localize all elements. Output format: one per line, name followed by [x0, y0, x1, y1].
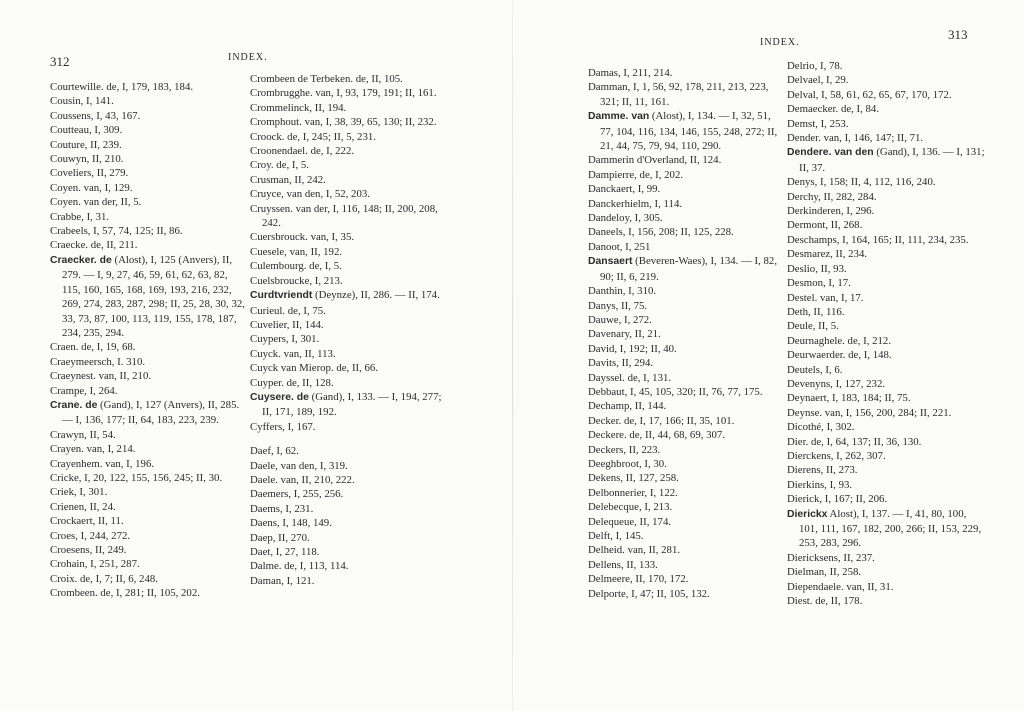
index-entry-text: Danthin, I, 310. — [588, 285, 657, 298]
index-entry — [787, 391, 985, 405]
index-entry — [787, 102, 985, 116]
index-entry-text: Crienen, II, 24. — [50, 500, 116, 513]
index-entry — [50, 369, 248, 383]
index-entry — [787, 420, 985, 434]
index-entry-text: Dekens, II, 127, 258. — [588, 472, 679, 485]
index-entry-text: Croonendael. de, I, 222. — [250, 145, 355, 158]
index-entry-text: Deckers, II, 223. — [588, 443, 661, 456]
index-entry — [250, 202, 448, 231]
index-entry-text: Cuersbrouck. van, I, 35. — [250, 231, 355, 244]
index-entry-text: Coveliers, II, 279. — [50, 167, 129, 180]
index-entry-text: Delheid. van, II, 281. — [588, 544, 681, 557]
index-entry-text: Desmon, I, 17. — [787, 277, 851, 290]
index-entry — [250, 101, 448, 115]
index-entry-text: Cuelsbroucke, I, 213. — [250, 274, 343, 287]
index-entry-bold-name: Damme. van — [588, 111, 650, 123]
index-entry — [588, 153, 786, 167]
index-entry — [250, 574, 448, 588]
index-entry-text: Deurwaerder. de, I, 148. — [787, 349, 892, 362]
index-entry-text: Dayssel. de, I, 131. — [588, 371, 672, 384]
index-entry-text: Cuypers, I, 301. — [250, 333, 320, 346]
index-entry — [787, 580, 985, 594]
index-entry — [250, 459, 448, 473]
index-entry — [588, 443, 786, 457]
index-entry-text: Denys, I, 158; II, 4, 112, 116, 240. — [787, 176, 936, 189]
index-entry — [588, 80, 786, 109]
index-entry — [588, 385, 786, 399]
index-entry-text: Delval, I, 58, 61, 62, 65, 67, 170, 172. — [787, 88, 952, 101]
index-entry — [588, 543, 786, 557]
index-entry-text: Daet, I, 27, 118. — [250, 546, 320, 558]
index-entry — [250, 420, 448, 434]
index-entry-text: Cuvelier, II, 144. — [250, 318, 324, 331]
index-entry-text: Curieul. de, I, 75. — [250, 304, 326, 317]
index-entry — [787, 247, 985, 261]
index-entry — [50, 557, 248, 571]
index-entry — [50, 543, 248, 557]
index-entry-text: Dender. van, I, 146, 147; II, 71. — [787, 132, 924, 145]
index-entry — [250, 230, 448, 244]
index-entry — [787, 406, 985, 420]
index-entry-text: Croy. de, I, 5. — [250, 159, 309, 172]
index-entry — [250, 502, 448, 516]
index-entry-text: Daef, I, 62. — [250, 445, 299, 458]
index-entry — [588, 399, 786, 413]
index-entry-text: Danckaert, I, 99. — [588, 183, 661, 196]
index-entry-text: Deurnaghele. de, I, 212. — [787, 334, 892, 347]
index-entry — [588, 327, 786, 341]
index-entry — [250, 347, 448, 361]
index-entry-text: Diericksens, II, 237. — [787, 551, 875, 564]
index-entry — [250, 86, 448, 100]
index-entry-text: Deth, II, 116. — [787, 305, 845, 318]
index-entry — [250, 173, 448, 187]
index-entry — [588, 197, 786, 211]
index-entry-text: Crockaert, II, 11. — [50, 515, 124, 528]
index-entry-text: Daep, II, 270. — [250, 531, 310, 544]
index-entry-text: Cyffers, I, 167. — [250, 420, 316, 433]
index-entry — [588, 371, 786, 385]
index-entry-text: Cruyce, van den, I, 52, 203. — [250, 188, 370, 201]
index-entry-text: Deschamps, I, 164, 165; II, 111, 234, 235. — [787, 233, 969, 246]
index-entry-text: Daemers, I, 255, 256. — [250, 488, 344, 501]
index-entry — [588, 342, 786, 356]
index-entry — [250, 332, 448, 346]
index-entry-text: Damman, I, 1, 56, 92, 178, 211, 213, 223, 321; II, 11, 161. — [588, 81, 769, 108]
index-entry — [250, 516, 448, 530]
index-entry-text: Dauwe, I, 272. — [588, 313, 652, 326]
index-entry — [250, 245, 448, 259]
index-entry — [50, 340, 248, 354]
index-entry-text: Craeymeersch, I. 310. — [50, 355, 146, 368]
index-entry-bold-name: Craecker. de — [50, 254, 112, 266]
index-entry-text: Dandeloy, I, 305. — [588, 212, 663, 225]
index-entry-text: Destel. van, I, 17. — [787, 291, 864, 304]
index-entry-text: Craecke. de, II, 211. — [50, 239, 138, 252]
index-entry-text: Diependaele. van, II, 31. — [787, 580, 894, 593]
index-entry-text: Cuyper. de, II, 128. — [250, 376, 334, 389]
left-index-column-2 — [250, 72, 448, 588]
index-entry-text: Crombeen de Terbeken. de, II, 105. — [250, 73, 403, 85]
index-entry-text: Couwyn, II, 210. — [50, 153, 124, 166]
index-entry-text: Derkinderen, I, 296. — [787, 205, 875, 218]
index-entry-text: Coutteau, I, 309. — [50, 124, 123, 137]
index-entry-text: Criek, I, 301. — [50, 486, 108, 499]
index-entry — [250, 545, 448, 559]
index-entry-text: (Gand), I, 127 (Anvers), II, 285. — I, 136, 177; II, 64, 183, 223, 239. — [62, 398, 240, 427]
index-entry-text: Davits, II, 294. — [588, 357, 654, 370]
index-entry — [787, 218, 985, 232]
index-entry — [588, 515, 786, 529]
index-entry-text: Daems, I, 231. — [250, 502, 314, 515]
index-entry-text: Deeghbroot, I, 30. — [588, 457, 667, 470]
index-entry — [50, 485, 248, 499]
index-entry-bold-name: Cuysere. de — [250, 391, 309, 403]
index-entry — [787, 233, 985, 247]
index-entry-text: Dier. de, I, 64, 137; II, 36, 130. — [787, 435, 922, 448]
index-entry — [588, 414, 786, 428]
index-entry-text: Craeynest. van, II, 210. — [50, 370, 152, 383]
index-entry-text: Dielman, II, 258. — [787, 566, 862, 579]
right-index-column-1 — [588, 66, 786, 601]
index-entry — [50, 238, 248, 252]
index-entry-text: Delebecque, I, 213. — [588, 501, 673, 514]
index-entry-text: Delporte, I, 47; II, 105, 132. — [588, 587, 710, 600]
index-entry-text: Crabeels, I, 57, 74, 125; II, 86. — [50, 225, 183, 238]
index-entry — [588, 486, 786, 500]
index-entry-text: Decker. de, I, 17, 166; II, 35, 101. — [588, 414, 735, 427]
index-entry-text: (Gand), I, 133. — I, 194, 277; II, 171, 189, 192. — [262, 390, 442, 419]
right-index-column-2 — [787, 59, 985, 608]
index-entry — [588, 299, 786, 313]
index-entry — [787, 594, 985, 608]
index-entry — [50, 123, 248, 137]
index-entry-text: Cricke, I, 20, 122, 155, 156, 245; II, 30. — [50, 471, 223, 484]
index-entry — [50, 398, 248, 428]
index-entry — [787, 262, 985, 276]
index-entry-text: Crampe, I, 264. — [50, 384, 118, 397]
index-entry — [787, 463, 985, 477]
index-entry-text: Croix. de, I, 7; II, 6, 248. — [50, 572, 158, 585]
left-index-column-1 — [50, 80, 248, 601]
index-entry — [787, 449, 985, 463]
index-entry — [588, 572, 786, 586]
index-entry-text: Diest. de, II, 178. — [787, 595, 863, 608]
index-entry — [50, 138, 248, 152]
index-entry — [50, 586, 248, 600]
index-entry — [250, 376, 448, 390]
right-running-head: INDEX. — [760, 37, 800, 48]
index-entry-text: Alost), I, 137. — I, 41, 80, 100, 101, 111, 167, 182, 200, 266; II, 153, 229, 253, 283, 296. — [799, 507, 982, 550]
index-entry-text: (Alost), I, 125 (Anvers), II, 279. — I, 9, 27, 46, 59, 61, 62, 63, 82, 115, 160, 165, 168, 169, 193, 216, 232, 269, 274, 283, 287, 298; II, 25, 28, 30, 32, 33, 73, 87, 100, 113, 119, 155, 178, 187, 234, 235, 294. — [62, 253, 245, 339]
index-entry — [250, 144, 448, 158]
index-entry — [50, 442, 248, 456]
index-entry-text: Delft, I, 145. — [588, 530, 644, 542]
index-entry-text: Danys, II, 75. — [588, 299, 648, 312]
index-entry — [50, 355, 248, 369]
index-entry — [50, 94, 248, 108]
index-entry-text: Crombeen. de, I, 281; II, 105, 202. — [50, 587, 200, 600]
index-entry-text: Dalme. de, I, 113, 114. — [250, 560, 349, 573]
index-entry-text: Damas, I, 211, 214. — [588, 67, 673, 79]
index-entry-text: Courtewille. de, I, 179, 183, 184. — [50, 81, 194, 93]
index-entry — [787, 507, 985, 551]
index-entry — [588, 471, 786, 485]
index-entry — [250, 473, 448, 487]
index-entry — [50, 166, 248, 180]
index-entry — [50, 152, 248, 166]
index-entry — [787, 73, 985, 87]
index-entry-text: Daele, van den, I, 319. — [250, 459, 348, 472]
index-entry — [588, 109, 786, 153]
index-entry — [588, 558, 786, 572]
index-entry — [588, 182, 786, 196]
index-entry — [50, 195, 248, 209]
index-entry — [50, 457, 248, 471]
index-entry — [250, 187, 448, 201]
index-entry-text: Cousin, I, 141. — [50, 95, 114, 108]
right-page-number: 313 — [948, 27, 968, 42]
index-entry-text: Deslio, II, 93. — [787, 262, 847, 275]
index-entry-text: Coussens, I, 43, 167. — [50, 109, 141, 122]
left-running-head: INDEX. — [228, 52, 268, 63]
index-entry-text: Deule, II, 5. — [787, 320, 839, 333]
index-entry-text: Dermont, II, 268. — [787, 219, 863, 232]
index-entry — [588, 587, 786, 601]
index-entry-text: Deckere. de, II, 44, 68, 69, 307. — [588, 429, 726, 442]
index-entry — [250, 531, 448, 545]
index-entry-text: Crommelinck, II, 194. — [250, 101, 347, 114]
index-entry-text: David, I, 192; II, 40. — [588, 342, 677, 355]
index-entry-text: Delvael, I, 29. — [787, 74, 849, 87]
index-entry-bold-name: Dendere. van den — [787, 147, 874, 159]
index-entry-text: Crombrugghe. van, I, 93, 179, 191; II, 161. — [250, 87, 437, 100]
index-entry-text: Dicothé, I, 302. — [787, 421, 855, 434]
index-entry — [50, 181, 248, 195]
index-entry — [787, 131, 985, 145]
index-entry-text: Dierick, I, 167; II, 206. — [787, 493, 888, 506]
index-entry-text: Deutels, I, 6. — [787, 363, 843, 376]
index-entry — [250, 487, 448, 501]
index-entry-text: Craen. de, I, 19, 68. — [50, 341, 136, 354]
index-entry-text: Cuyck. van, II, 113. — [250, 347, 336, 360]
index-entry — [588, 284, 786, 298]
index-entry-text: Crohain, I, 251, 287. — [50, 558, 140, 571]
index-entry — [787, 478, 985, 492]
index-entry — [50, 210, 248, 224]
index-entry — [588, 254, 786, 284]
index-entry — [787, 435, 985, 449]
index-entry — [787, 190, 985, 204]
index-entry-text: Dampierre, de, I, 202. — [588, 168, 684, 181]
index-entry — [50, 224, 248, 238]
index-entry — [250, 130, 448, 144]
index-entry — [787, 363, 985, 377]
index-entry — [250, 158, 448, 172]
index-entry-bold-name: Dansaert — [588, 256, 633, 268]
index-entry-text: Croes, I, 244, 272. — [50, 529, 131, 542]
index-entry-text: Danckerhielm, I, 114. — [588, 197, 683, 210]
index-entry-text: Daneels, I, 156, 208; II, 125, 228. — [588, 226, 734, 239]
index-entry-text: Croesens, II, 249. — [50, 544, 127, 556]
index-entry-text: Crawyn, II, 54. — [50, 428, 116, 441]
index-entry-text: Devenyns, I, 127, 232. — [787, 377, 886, 390]
index-entry — [787, 117, 985, 131]
index-entry-text: Dellens, II, 133. — [588, 558, 658, 571]
index-entry — [50, 428, 248, 442]
index-entry — [588, 500, 786, 514]
index-entry-text: (Deynze), II, 286. — II, 174. — [312, 289, 440, 302]
index-entry — [50, 384, 248, 398]
index-entry — [250, 361, 448, 375]
index-entry — [588, 313, 786, 327]
index-entry — [50, 514, 248, 528]
index-entry-text: Delequeue, II, 174. — [588, 515, 672, 528]
index-entry — [588, 240, 786, 254]
index-entry — [250, 444, 448, 458]
index-entry — [787, 334, 985, 348]
index-entry-text: (Beveren-Waes), I, 134. — I, 82, 90; II, 6, 219. — [600, 255, 778, 283]
index-entry — [787, 204, 985, 218]
index-entry-text: Cromphout. van, I, 38, 39, 65, 130; II, 232. — [250, 116, 437, 129]
index-entry — [787, 59, 985, 73]
index-entry-text: Demaecker. de, I, 84. — [787, 103, 880, 116]
index-entry — [787, 348, 985, 362]
index-entry — [250, 559, 448, 573]
index-entry-text: Dechamp, II, 144. — [588, 400, 667, 413]
index-entry — [50, 500, 248, 514]
index-entry — [588, 66, 786, 80]
index-entry — [787, 291, 985, 305]
index-entry — [787, 492, 985, 506]
index-entry — [787, 319, 985, 333]
index-entry-text: Dierkins, I, 93. — [787, 478, 853, 491]
index-entry — [250, 288, 448, 303]
index-entry-text: Desmarez, II, 234. — [787, 248, 868, 261]
index-entry-text: Dierens, II, 273. — [787, 464, 858, 477]
index-entry — [588, 356, 786, 370]
index-entry — [787, 377, 985, 391]
index-entry-text: Debbaut, I, 45, 105, 320; II, 76, 77, 175. — [588, 385, 763, 398]
index-entry — [50, 80, 248, 94]
index-entry — [50, 572, 248, 586]
index-entry — [50, 253, 248, 340]
index-entry-text: Davenary, II, 21. — [588, 328, 661, 341]
index-entry — [250, 115, 448, 129]
index-entry — [250, 318, 448, 332]
index-entry-text: Crayenhem. van, I, 196. — [50, 457, 155, 470]
index-entry-bold-name: Dierickx — [787, 508, 828, 520]
index-entry-bold-name: Curdtvriendt — [250, 290, 313, 302]
index-entry-text: Deynse. van, I, 156, 200, 284; II, 221. — [787, 406, 952, 419]
index-entry-text: Daens, I, 148, 149. — [250, 517, 332, 530]
index-entry — [787, 276, 985, 290]
index-entry-text: Crusman, II, 242. — [250, 173, 326, 186]
index-entry — [250, 390, 448, 420]
index-entry-text: Cuyck van Mierop. de, II, 66. — [250, 362, 379, 375]
index-entry-text: Cruyssen. van der, I, 116, 148; II, 200, 208, 242. — [250, 202, 438, 230]
index-entry-bold-name: Crane. de — [50, 399, 98, 411]
index-entry-text: Dammerin d'Overland, II, 124. — [588, 154, 722, 167]
index-entry — [588, 168, 786, 182]
index-entry — [787, 88, 985, 102]
index-entry — [787, 305, 985, 319]
index-entry-text: Croock. de, I, 245; II, 5, 231. — [250, 130, 376, 143]
index-entry-text: Cuesele, van, II, 192. — [250, 245, 343, 258]
index-entry — [787, 175, 985, 189]
index-entry — [250, 72, 448, 86]
index-entry — [250, 274, 448, 288]
index-entry-text: Danoot, I, 251 — [588, 240, 651, 253]
index-entry-text: (Gand), I, 136. — I, 131; II, 37. — [799, 146, 985, 174]
index-entry-text: Crabbe, I, 31. — [50, 210, 110, 223]
index-entry-text: Coyen. van der, II, 5. — [50, 196, 142, 209]
index-entry-text: Coyen. van, I, 129. — [50, 181, 133, 194]
index-entry — [50, 471, 248, 485]
index-entry — [588, 428, 786, 442]
index-entry — [50, 109, 248, 123]
index-entry — [50, 529, 248, 543]
index-entry-text: Daman, I, 121. — [250, 574, 315, 587]
index-entry — [787, 565, 985, 579]
index-entry — [787, 145, 985, 175]
index-entry — [588, 529, 786, 543]
left-page-number: 312 — [50, 54, 70, 69]
index-entry — [250, 304, 448, 318]
index-entry-text: Derchy, II, 282, 284. — [787, 190, 877, 203]
index-entry-text: Culembourg. de, I, 5. — [250, 260, 342, 273]
index-entry-text: Delmeere, II, 170, 172. — [588, 573, 689, 586]
index-entry — [588, 225, 786, 239]
index-entry-text: Daele. van, II, 210, 222. — [250, 473, 355, 486]
index-entry — [250, 259, 448, 273]
book-gutter — [512, 0, 513, 711]
index-entry-text: Demst, I, 253. — [787, 117, 849, 130]
index-entry — [787, 551, 985, 565]
index-entry-text: Delbonnerier, I, 122. — [588, 486, 678, 499]
index-entry-text: Deynaert, I, 183, 184; II, 75. — [787, 392, 911, 405]
index-entry-text: Delrio, I, 78. — [787, 60, 843, 72]
index-entry-text: Dierckens, I, 262, 307. — [787, 449, 886, 462]
index-entry-text: Crayen. van, I, 214. — [50, 443, 136, 456]
index-entry-text: (Alost), I, 134. — I, 32, 51, 77, 104, 116, 134, 146, 155, 248, 272; II, 21, 44, 75, 79, 94, 110, 290. — [600, 110, 778, 153]
index-entry — [588, 211, 786, 225]
index-entry — [588, 457, 786, 471]
index-entry-text: Couture, II, 239. — [50, 138, 122, 151]
